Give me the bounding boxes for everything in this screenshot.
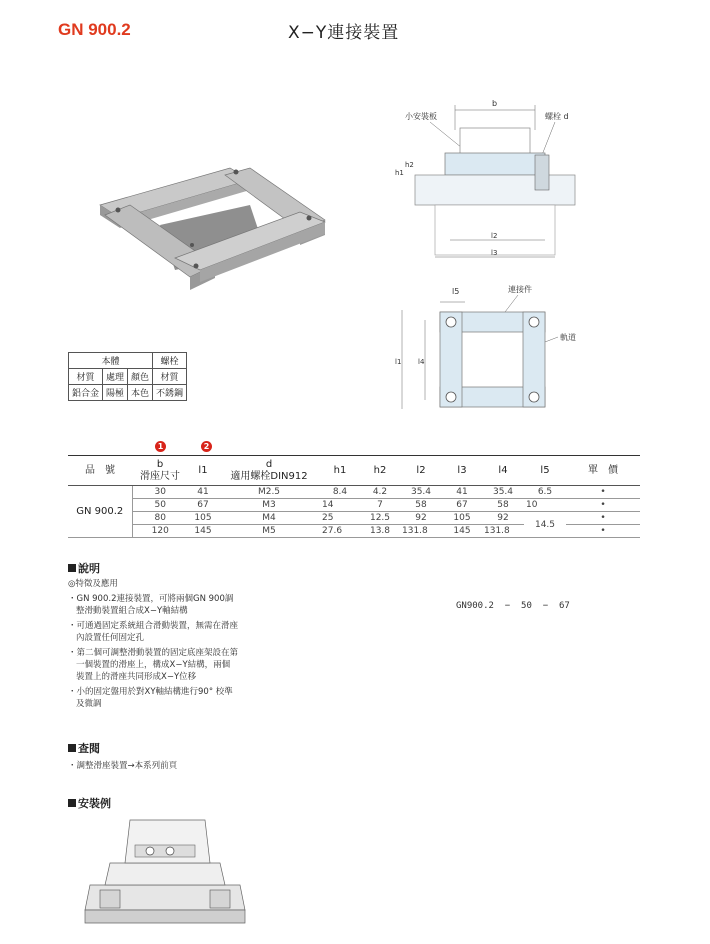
mat-col-material: 材質 — [69, 369, 103, 385]
description-sub: ◎特徵及應用 — [68, 579, 118, 589]
col-l4: l4 — [482, 456, 524, 486]
label-rail: 軌道 — [560, 333, 576, 342]
col-h1: h1 — [320, 456, 360, 486]
section-reference: 查閱 — [68, 740, 100, 756]
mat-color: 本色 — [128, 385, 153, 401]
product-code: GN 900.2 — [58, 20, 131, 39]
dim-l4: l4 — [418, 358, 425, 366]
badge-1: 1 — [155, 441, 166, 452]
reference-text: ・調整滑座裝置→本系列前頁 — [68, 761, 178, 771]
bullet-1: ・GN 900.2連接裝置，可將兩個GN 900調整滑動裝置組合成X−Y軸結構 — [68, 594, 234, 616]
dim-l3: l3 — [491, 249, 498, 257]
table-row: 50 67 M3 14 7 58 67 58 10 • — [68, 499, 640, 512]
col-d: d 適用螺栓DIN912 — [218, 456, 320, 486]
page-title: X−Y連接裝置 — [288, 23, 400, 43]
mat-treatment: 陽極 — [103, 385, 128, 401]
mat-group-bolt: 螺栓 — [153, 353, 187, 369]
col-name: 品 號 — [68, 456, 132, 486]
table-row: GN 900.2 30 41 M2.5 8.4 4.2 35.4 41 35.4 6.5 • — [68, 486, 640, 499]
col-l5: l5 — [524, 456, 566, 486]
dim-b: b — [492, 99, 498, 108]
dim-l1: l1 — [395, 358, 402, 366]
side-drawing — [395, 95, 595, 265]
table-row: 80 105 M4 25 12.5 92 105 92 14.5 • — [68, 512, 640, 525]
dim-h1: h1 — [395, 169, 404, 177]
bullet-2: ・可通過固定系統組合滑動裝置，無需在滑座內設置任何固定孔 — [68, 621, 239, 643]
mat-col-color: 顏色 — [128, 369, 153, 385]
col-l2: l2 — [400, 456, 442, 486]
product-name: GN 900.2 — [68, 486, 132, 538]
mat-bolt-material: 不銹鋼 — [153, 385, 187, 401]
dim-l2: l2 — [491, 232, 498, 240]
col-l3: l3 — [442, 456, 482, 486]
install-illustration — [80, 815, 250, 935]
dim-l5: l5 — [452, 287, 460, 296]
section-install: 安裝例 — [68, 795, 111, 811]
label-bolt-d: 螺栓 d — [545, 112, 569, 121]
col-l1: l1 — [188, 456, 218, 486]
mat-col-treatment: 處理 — [103, 369, 128, 385]
dim-h2: h2 — [405, 161, 414, 169]
section-description: 說明 — [68, 560, 100, 576]
spec-table — [68, 455, 640, 538]
product-photo — [95, 150, 340, 290]
bullet-3: ・第二個可調整滑動裝置的固定底座架設在第一個裝置的滑座上，構成X−Y結構，兩個裝置上的滑座共同形成X−Y位移 — [68, 648, 239, 682]
material-table — [68, 352, 187, 401]
badge-2: 2 — [201, 441, 212, 452]
l5-merged: 14.5 — [524, 512, 566, 538]
bullet-4: ・小的固定盤用於對XY軸結構進行90° 校準及微調 — [68, 687, 233, 709]
label-small-plate: 小安裝板 — [405, 112, 437, 121]
table-row: 120 145 M5 27.6 13.8 131.8 145 131.8 • — [68, 525, 640, 538]
mat-material: 鋁合金 — [69, 385, 103, 401]
col-b: b 滑座尺寸 — [132, 456, 188, 486]
col-price: 單 價 — [566, 456, 640, 486]
mat-col-material2: 材質 — [153, 369, 187, 385]
mat-group-body: 本體 — [69, 353, 153, 369]
description-block — [68, 578, 238, 710]
label-connector: 連接件 — [508, 285, 532, 294]
col-h2: h2 — [360, 456, 400, 486]
order-example: GN900.2 − 50 − 67 — [456, 601, 570, 611]
top-drawing — [390, 282, 590, 417]
